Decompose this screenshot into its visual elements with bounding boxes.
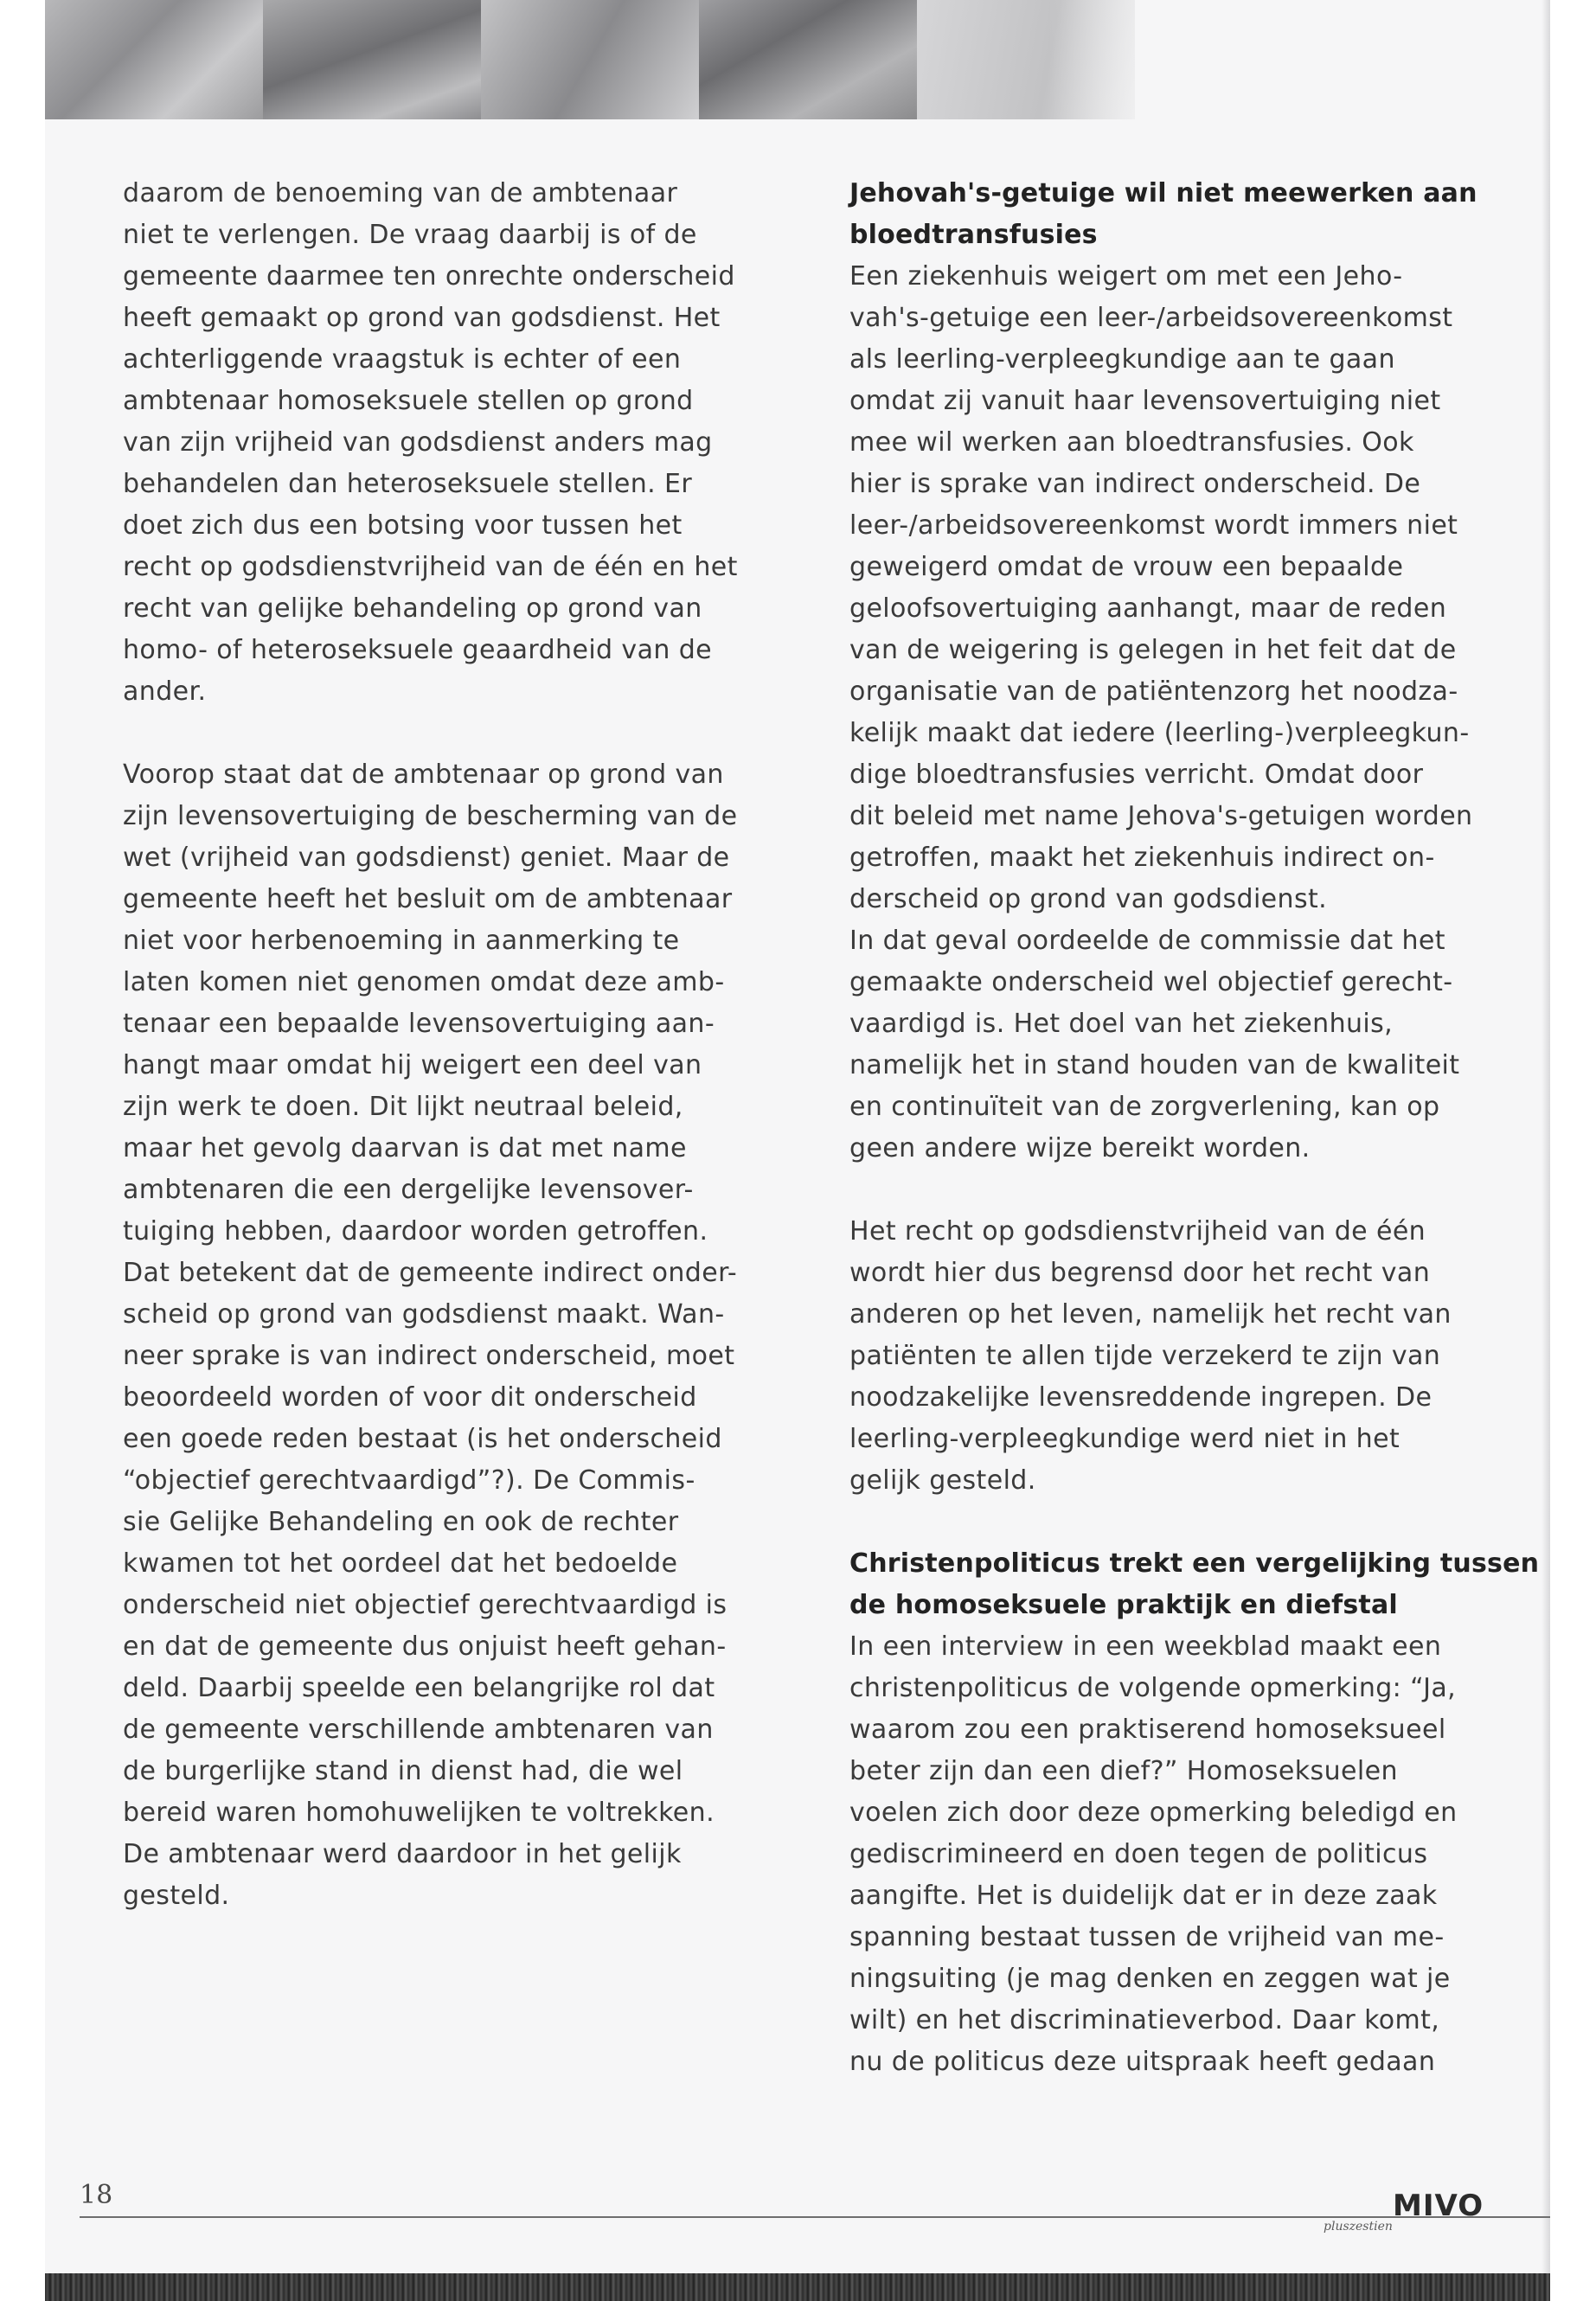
- text-line: en continuïteit van de zorgverlening, kan op: [849, 1092, 1440, 1122]
- page-binding-shadow: [1542, 0, 1550, 2301]
- text-line: achterliggende vraagstuk is echter of een: [123, 344, 682, 375]
- text-line: organisatie van de patiëntenzorg het noodza-: [849, 676, 1458, 707]
- text-line: “objectief gerechtvaardigd”?). De Commis-: [123, 1465, 695, 1496]
- text-line: doet zich dus een botsing voor tussen het: [123, 510, 683, 541]
- paragraph: [849, 256, 1472, 1170]
- text-line: recht op godsdienstvrijheid van de één en het: [123, 552, 738, 582]
- footer-rule: [80, 2216, 1550, 2218]
- text-line: Een ziekenhuis weigert om met een Jeho-: [849, 261, 1403, 292]
- text-line: kwamen tot het oordeel dat het bedoelde: [123, 1548, 678, 1579]
- text-line: wordt hier dus begrensd door het recht van: [849, 1258, 1431, 1288]
- text-line: sie Gelijke Behandeling en ook de rechter: [123, 1507, 679, 1537]
- text-line: geen andere wijze bereikt worden.: [849, 1133, 1311, 1163]
- header-photo-strip: [45, 0, 1135, 119]
- text-line: laten komen niet genomen omdat deze amb-: [123, 967, 725, 997]
- text-line: de gemeente verschillende ambtenaren van: [123, 1715, 714, 1745]
- text-line: omdat zij vanuit haar levensovertuiging niet: [849, 386, 1441, 416]
- text-line: homo- of heteroseksuele geaardheid van de: [123, 635, 713, 665]
- text-line: neer sprake is van indirect onderscheid, moet: [123, 1341, 735, 1371]
- text-line: geweigerd omdat de vrouw een bepaalde: [849, 552, 1404, 582]
- text-line: als leerling-verpleegkundige aan te gaan: [849, 344, 1395, 375]
- text-line: vaardigd is. Het doel van het ziekenhuis,: [849, 1009, 1394, 1039]
- photo-fade: [1048, 0, 1239, 119]
- text-line: Het recht op godsdienstvrijheid van de één: [849, 1216, 1426, 1247]
- text-line: waarom zou een praktiserend homoseksueel: [849, 1715, 1446, 1745]
- left-column: [123, 173, 746, 1917]
- text-line: wet (vrijheid van godsdienst) geniet. Maar de: [123, 843, 730, 873]
- scan-edge-band: [45, 2273, 1550, 2301]
- text-line: tuiging hebben, daardoor worden getroffen.: [123, 1216, 708, 1247]
- text-line: een goede reden bestaat (is het onderscheid: [123, 1424, 722, 1454]
- header-photo: [45, 0, 263, 119]
- section-heading: [849, 173, 1477, 256]
- text-line: namelijk het in stand houden van de kwaliteit: [849, 1050, 1460, 1080]
- text-line: onderscheid niet objectief gerechtvaardigd is: [123, 1590, 727, 1620]
- text-line: beter zijn dan een dief?” Homoseksuelen: [849, 1756, 1398, 1786]
- header-photo: [263, 0, 481, 119]
- text-line: De ambtenaar werd daardoor in het gelijk: [123, 1839, 682, 1869]
- text-line: gemeente daarmee ten onrechte onderscheid: [123, 261, 735, 292]
- text-line: dige bloedtransfusies verricht. Omdat door: [849, 760, 1424, 790]
- paragraph: [849, 1626, 1472, 2083]
- text-line: Voorop staat dat de ambtenaar op grond van: [123, 760, 724, 790]
- heading-line: Christenpoliticus trekt een vergelijking tussen: [849, 1548, 1540, 1579]
- text-line: hier is sprake van indirect onderscheid. De: [849, 469, 1421, 499]
- text-line: gediscrimineerd en doen tegen de politicus: [849, 1839, 1428, 1869]
- text-line: ambtenaar homoseksuele stellen op grond: [123, 386, 694, 416]
- text-line: anderen op het leven, namelijk het recht van: [849, 1299, 1452, 1330]
- text-line: nu de politicus deze uitspraak heeft gedaan: [849, 2047, 1436, 2077]
- text-line: mee wil werken aan bloedtransfusies. Ook: [849, 427, 1414, 458]
- text-line: gemaakte onderscheid wel objectief gerecht-: [849, 967, 1453, 997]
- text-line: ambtenaren die een dergelijke levensover-: [123, 1175, 694, 1205]
- text-line: gelijk gesteld.: [849, 1465, 1036, 1496]
- brand-subtitle: pluszestien: [1324, 2220, 1393, 2234]
- page-number: 18: [80, 2180, 113, 2210]
- right-column: [849, 173, 1540, 2083]
- text-line: patiënten te allen tijde verzekerd te zijn van: [849, 1341, 1441, 1371]
- text-line: aangifte. Het is duidelijk dat er in deze zaak: [849, 1881, 1438, 1911]
- text-line: bereid waren homohuwelijken te voltrekken.: [123, 1798, 715, 1828]
- text-line: deld. Daarbij speelde een belangrijke rol dat: [123, 1673, 715, 1703]
- text-line: maar het gevolg daarvan is dat met name: [123, 1133, 687, 1163]
- text-line: vah's-getuige een leer-/arbeidsovereenkomst: [849, 303, 1453, 333]
- text-line: de burgerlijke stand in dienst had, die wel: [123, 1756, 683, 1786]
- text-line: ningsuiting (je mag denken en zeggen wat je: [849, 1964, 1451, 1994]
- text-line: noodzakelijke levensreddende ingrepen. De: [849, 1382, 1433, 1413]
- brand-logo: MIVO: [1393, 2189, 1484, 2223]
- text-line: zijn levensovertuiging de bescherming van de: [123, 801, 738, 831]
- header-photo: [699, 0, 917, 119]
- text-line: gesteld.: [123, 1881, 230, 1911]
- section-heading: [849, 1543, 1540, 1626]
- text-line: leer-/arbeidsovereenkomst wordt immers niet: [849, 510, 1458, 541]
- paragraph: [849, 1211, 1472, 1502]
- heading-line: Jehovah's-getuige wil niet meewerken aan: [849, 178, 1477, 208]
- text-line: spanning bestaat tussen de vrijheid van me-: [849, 1922, 1445, 1952]
- paragraph: [123, 173, 746, 713]
- text-line: gemeente heeft het besluit om de ambtenaar: [123, 884, 733, 914]
- text-line: recht van gelijke behandeling op grond van: [123, 593, 702, 624]
- text-line: christenpoliticus de volgende opmerking: “Ja,: [849, 1673, 1457, 1703]
- text-line: getroffen, maakt het ziekenhuis indirect on-: [849, 843, 1435, 873]
- text-line: leerling-verpleegkundige werd niet in het: [849, 1424, 1401, 1454]
- text-line: van zijn vrijheid van godsdienst anders mag: [123, 427, 713, 458]
- header-photo: [481, 0, 699, 119]
- paragraph: [123, 754, 746, 1917]
- text-line: ander.: [123, 676, 207, 707]
- text-line: dit beleid met name Jehova's-getuigen worden: [849, 801, 1473, 831]
- text-line: hangt maar omdat hij weigert een deel van: [123, 1050, 702, 1080]
- text-line: daarom de benoeming van de ambtenaar: [123, 178, 678, 208]
- text-line: In dat geval oordeelde de commissie dat het: [849, 926, 1445, 956]
- text-line: beoordeeld worden of voor dit onderscheid: [123, 1382, 697, 1413]
- scan-margin: [1550, 0, 1596, 2301]
- text-line: geloofsovertuiging aanhangt, maar de reden: [849, 593, 1447, 624]
- text-line: Dat betekent dat de gemeente indirect onder-: [123, 1258, 738, 1288]
- text-line: derscheid op grond van godsdienst.: [849, 884, 1328, 914]
- text-line: tenaar een bepaalde levensovertuiging aan-: [123, 1009, 715, 1039]
- text-line: voelen zich door deze opmerking beledigd en: [849, 1798, 1458, 1828]
- heading-line: de homoseksuele praktijk en diefstal: [849, 1590, 1398, 1620]
- text-line: heeft gemaakt op grond van godsdienst. Het: [123, 303, 721, 333]
- text-line: en dat de gemeente dus onjuist heeft gehan-: [123, 1631, 727, 1662]
- text-line: niet te verlengen. De vraag daarbij is of de: [123, 220, 697, 250]
- text-line: behandelen dan heteroseksuele stellen. Er: [123, 469, 693, 499]
- text-line: kelijk maakt dat iedere (leerling-)verpleegkun-: [849, 718, 1470, 748]
- text-line: van de weigering is gelegen in het feit dat de: [849, 635, 1457, 665]
- text-line: zijn werk te doen. Dit lijkt neutraal beleid,: [123, 1092, 683, 1122]
- text-line: scheid op grond van godsdienst maakt. Wan-: [123, 1299, 725, 1330]
- text-line: In een interview in een weekblad maakt een: [849, 1631, 1442, 1662]
- text-line: niet voor herbenoeming in aanmerking te: [123, 926, 680, 956]
- heading-line: bloedtransfusies: [849, 220, 1098, 250]
- text-line: wilt) en het discriminatieverbod. Daar komt,: [849, 2005, 1440, 2035]
